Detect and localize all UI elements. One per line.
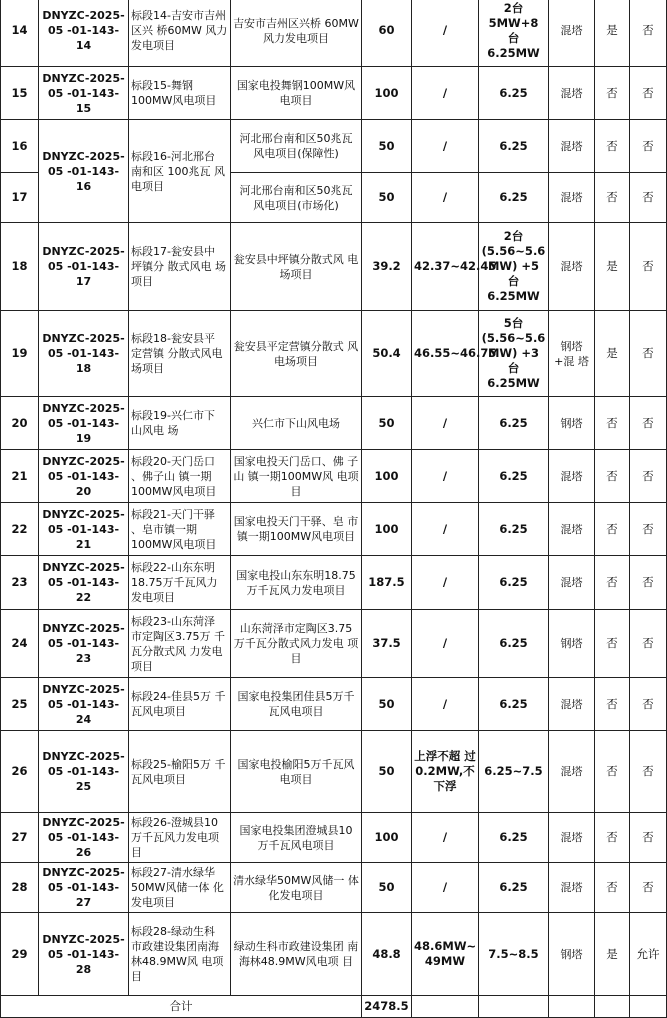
- capacity-cell: 37.5: [362, 610, 412, 678]
- bid-section-cell: 标段19-兴仁市下 山风电 场: [129, 397, 231, 450]
- flag-1-cell: 否: [595, 731, 630, 813]
- table-row: [1, 67, 667, 120]
- flag-1-cell: 否: [595, 173, 630, 223]
- row-number-cell: 18: [1, 223, 39, 311]
- capacity-range-cell: /: [412, 173, 479, 223]
- turbine-spec-cell: 6.25: [479, 503, 549, 556]
- bid-code-cell: DNYZC-2025-05 -01-143-28: [39, 913, 129, 996]
- row-number-cell: 27: [1, 813, 39, 863]
- flag-1-cell: 是: [595, 311, 630, 397]
- turbine-spec-cell: 6.25: [479, 813, 549, 863]
- flag-2-cell: 否: [630, 311, 667, 397]
- bid-section-cell: 标段21-天门干驿 、皂市镇一期 100MW风电项目: [129, 503, 231, 556]
- flag-2-cell: 否: [630, 450, 667, 503]
- tower-type-cell: 混塔: [549, 120, 595, 173]
- capacity-cell: 100: [362, 67, 412, 120]
- row-number-cell: 14: [1, 0, 39, 67]
- turbine-spec-cell: 6.25: [479, 556, 549, 610]
- flag-1-cell: 否: [595, 863, 630, 913]
- flag-2-cell: 否: [630, 223, 667, 311]
- bid-section-cell: 标段16-河北邢台 南和区 100兆瓦 风电项目: [129, 120, 231, 223]
- tower-type-cell: 钢塔: [549, 913, 595, 996]
- turbine-spec-cell: 7.5~8.5: [479, 913, 549, 996]
- capacity-range-cell: /: [412, 67, 479, 120]
- capacity-cell: 50: [362, 863, 412, 913]
- flag-2-cell: 否: [630, 67, 667, 120]
- row-number-cell: 15: [1, 67, 39, 120]
- flag-2-cell: 否: [630, 503, 667, 556]
- tower-type-cell: 混塔: [549, 556, 595, 610]
- bid-code-cell: DNYZC-2025-05 -01-143-21: [39, 503, 129, 556]
- turbine-spec-cell: 5台 (5.56~5.6 MW) +3 台 6.25MW: [479, 311, 549, 397]
- flag-2-cell: 否: [630, 120, 667, 173]
- bid-section-cell: 标段15-舞钢 100MW风电项目: [129, 67, 231, 120]
- row-number-cell: 22: [1, 503, 39, 556]
- capacity-cell: 48.8: [362, 913, 412, 996]
- project-name-cell: 绿动生科市政建设集团 南海林48.9MW风电项 目: [231, 913, 362, 996]
- flag-1-cell: 否: [595, 556, 630, 610]
- flag-1-cell: 否: [595, 397, 630, 450]
- turbine-spec-cell: 2台 5MW+8 台 6.25MW: [479, 0, 549, 67]
- flag-1-cell: 否: [595, 610, 630, 678]
- capacity-cell: 100: [362, 450, 412, 503]
- turbine-spec-cell: 6.25: [479, 397, 549, 450]
- table-row: [1, 223, 667, 311]
- table-row: [1, 863, 667, 913]
- capacity-cell: 50: [362, 120, 412, 173]
- flag-2-cell: 否: [630, 173, 667, 223]
- capacity-cell: 100: [362, 503, 412, 556]
- row-number-cell: 17: [1, 173, 39, 223]
- tower-type-cell: 钢塔: [549, 397, 595, 450]
- tower-type-cell: 混塔: [549, 173, 595, 223]
- empty-cell: [479, 996, 549, 1018]
- capacity-cell: 100: [362, 813, 412, 863]
- capacity-range-cell: /: [412, 813, 479, 863]
- bid-section-cell: 标段17-瓮安县中 坪镇分 散式风电 场项目: [129, 223, 231, 311]
- flag-2-cell: 否: [630, 0, 667, 67]
- project-name-cell: 瓮安县中坪镇分散式风 电场项目: [231, 223, 362, 311]
- bid-section-cell: 标段27-清水绿华 50MW风储一体 化发电项目: [129, 863, 231, 913]
- flag-2-cell: 否: [630, 678, 667, 731]
- flag-2-cell: 否: [630, 731, 667, 813]
- flag-1-cell: 否: [595, 67, 630, 120]
- flag-1-cell: 否: [595, 678, 630, 731]
- bid-code-cell: DNYZC-2025-05 -01-143-14: [39, 0, 129, 67]
- bid-section-cell: 标段14-吉安市吉州区兴 桥60MW 风力发电项目: [129, 0, 231, 67]
- turbine-spec-cell: 2台 (5.56~5.6 MW) +5 台 6.25MW: [479, 223, 549, 311]
- bid-code-cell: DNYZC-2025-05 -01-143-19: [39, 397, 129, 450]
- flag-2-cell: 否: [630, 556, 667, 610]
- tower-type-cell: 混塔: [549, 503, 595, 556]
- turbine-spec-cell: 6.25: [479, 863, 549, 913]
- table-row: [1, 311, 667, 397]
- capacity-range-cell: 42.37~42.45: [412, 223, 479, 311]
- project-name-cell: 兴仁市下山风电场: [231, 397, 362, 450]
- bid-section-cell: 标段26-澄城县10 万千瓦风力发电项 目: [129, 813, 231, 863]
- flag-1-cell: 否: [595, 813, 630, 863]
- turbine-spec-cell: 6.25: [479, 173, 549, 223]
- table-row: [1, 610, 667, 678]
- flag-1-cell: 是: [595, 913, 630, 996]
- bid-code-cell: DNYZC-2025-05 -01-143-23: [39, 610, 129, 678]
- total-label-cell: 合计: [1, 996, 362, 1018]
- row-number-cell: 29: [1, 913, 39, 996]
- flag-1-cell: 否: [595, 503, 630, 556]
- tower-type-cell: 混塔: [549, 863, 595, 913]
- capacity-cell: 187.5: [362, 556, 412, 610]
- project-name-cell: 国家电投天门岳口、佛 子山 镇一期100MW风 电项目: [231, 450, 362, 503]
- tower-type-cell: 混塔: [549, 731, 595, 813]
- flag-2-cell: 允许: [630, 913, 667, 996]
- project-name-cell: 国家电投舞钢100MW风 电项目: [231, 67, 362, 120]
- capacity-cell: 50: [362, 678, 412, 731]
- tower-type-cell: 钢塔: [549, 610, 595, 678]
- capacity-cell: 50: [362, 731, 412, 813]
- bid-code-cell: DNYZC-2025-05 -01-143-20: [39, 450, 129, 503]
- bid-section-cell: 标段25-榆阳5万 千瓦风电项目: [129, 731, 231, 813]
- flag-2-cell: 否: [630, 813, 667, 863]
- bid-code-cell: DNYZC-2025-05 -01-143-18: [39, 311, 129, 397]
- project-name-cell: 国家电投天门干驿、皂 市镇一期100MW风电项目: [231, 503, 362, 556]
- bid-code-cell: DNYZC-2025-05 -01-143-15: [39, 67, 129, 120]
- bid-code-cell: DNYZC-2025-05 -01-143-24: [39, 678, 129, 731]
- row-number-cell: 24: [1, 610, 39, 678]
- bid-code-cell: DNYZC-2025-05 -01-143-16: [39, 120, 129, 223]
- tower-type-cell: 混塔: [549, 678, 595, 731]
- capacity-cell: 60: [362, 0, 412, 67]
- project-name-cell: 清水绿华50MW风储一 体化发电项目: [231, 863, 362, 913]
- table-row: [1, 813, 667, 863]
- flag-1-cell: 是: [595, 223, 630, 311]
- table-row: [1, 503, 667, 556]
- project-name-cell: 山东菏泽市定陶区3.75 万千瓦分散式风力发电 项目: [231, 610, 362, 678]
- row-number-cell: 26: [1, 731, 39, 813]
- capacity-range-cell: /: [412, 863, 479, 913]
- empty-cell: [595, 996, 630, 1018]
- table-row: [1, 450, 667, 503]
- project-name-cell: 国家电投山东东明18.75 万千瓦风力发电项目: [231, 556, 362, 610]
- tower-type-cell: 混塔: [549, 450, 595, 503]
- capacity-cell: 50.4: [362, 311, 412, 397]
- flag-2-cell: 否: [630, 610, 667, 678]
- capacity-cell: 50: [362, 397, 412, 450]
- table-row: [1, 120, 667, 173]
- capacity-range-cell: /: [412, 0, 479, 67]
- turbine-spec-cell: 6.25: [479, 678, 549, 731]
- capacity-range-cell: /: [412, 556, 479, 610]
- turbine-spec-cell: 6.25: [479, 610, 549, 678]
- row-number-cell: 21: [1, 450, 39, 503]
- bid-section-cell: 标段20-天门岳口 、佛子山 镇一期 100MW风电项目: [129, 450, 231, 503]
- total-row: [1, 996, 667, 1018]
- flag-1-cell: 否: [595, 450, 630, 503]
- project-name-cell: 河北邢台南和区50兆瓦 风电项目(保障性): [231, 120, 362, 173]
- tower-type-cell: 钢塔+混 塔: [549, 311, 595, 397]
- flag-1-cell: 否: [595, 120, 630, 173]
- empty-cell: [412, 996, 479, 1018]
- row-number-cell: 23: [1, 556, 39, 610]
- table-row: [1, 556, 667, 610]
- project-name-cell: 国家电投集团佳县5万千 瓦风电项目: [231, 678, 362, 731]
- project-name-cell: 吉安市吉州区兴桥 60MW 风力发电项目: [231, 0, 362, 67]
- bid-code-cell: DNYZC-2025-05 -01-143-27: [39, 863, 129, 913]
- bid-code-cell: DNYZC-2025-05 -01-143-25: [39, 731, 129, 813]
- turbine-spec-cell: 6.25~7.5: [479, 731, 549, 813]
- table-row: [1, 731, 667, 813]
- capacity-range-cell: /: [412, 120, 479, 173]
- project-name-cell: 国家电投集团澄城县10 万千瓦风电项目: [231, 813, 362, 863]
- total-value-cell: 2478.5: [362, 996, 412, 1018]
- tower-type-cell: 混塔: [549, 223, 595, 311]
- flag-2-cell: 否: [630, 863, 667, 913]
- turbine-spec-cell: 6.25: [479, 450, 549, 503]
- tower-type-cell: 混塔: [549, 0, 595, 67]
- bid-section-cell: 标段23-山东菏泽 市定陶区3.75万 千瓦分散式风 力发电项目: [129, 610, 231, 678]
- empty-cell: [630, 996, 667, 1018]
- bid-section-cell: 标段18-瓮安县平 定营镇 分散式风电 场项目: [129, 311, 231, 397]
- capacity-range-cell: 上浮不超 过 0.2MW,不 下浮: [412, 731, 479, 813]
- turbine-spec-cell: 6.25: [479, 120, 549, 173]
- project-name-cell: 瓮安县平定营镇分散式 风电场项目: [231, 311, 362, 397]
- capacity-range-cell: /: [412, 678, 479, 731]
- flag-2-cell: 否: [630, 397, 667, 450]
- capacity-range-cell: /: [412, 397, 479, 450]
- turbine-spec-cell: 6.25: [479, 67, 549, 120]
- capacity-range-cell: /: [412, 450, 479, 503]
- row-number-cell: 20: [1, 397, 39, 450]
- bid-code-cell: DNYZC-2025-05 -01-143-17: [39, 223, 129, 311]
- tower-type-cell: 混塔: [549, 67, 595, 120]
- capacity-range-cell: 48.6MW~ 49MW: [412, 913, 479, 996]
- table-row: [1, 0, 667, 67]
- bid-code-cell: DNYZC-2025-05 -01-143-26: [39, 813, 129, 863]
- project-name-cell: 国家电投榆阳5万千瓦风 电项目: [231, 731, 362, 813]
- project-name-cell: 河北邢台南和区50兆瓦 风电项目(市场化): [231, 173, 362, 223]
- bid-section-cell: 标段28-绿动生科 市政建设集团南海 林48.9MW风 电项目: [129, 913, 231, 996]
- row-number-cell: 16: [1, 120, 39, 173]
- capacity-range-cell: /: [412, 503, 479, 556]
- capacity-cell: 50: [362, 173, 412, 223]
- row-number-cell: 28: [1, 863, 39, 913]
- bid-section-cell: 标段24-佳县5万 千瓦风电项目: [129, 678, 231, 731]
- capacity-range-cell: /: [412, 610, 479, 678]
- table-row: [1, 913, 667, 996]
- row-number-cell: 19: [1, 311, 39, 397]
- flag-1-cell: 是: [595, 0, 630, 67]
- tower-type-cell: 混塔: [549, 813, 595, 863]
- empty-cell: [549, 996, 595, 1018]
- capacity-cell: 39.2: [362, 223, 412, 311]
- bid-section-cell: 标段22-山东东明 18.75万千瓦风力 发电项目: [129, 556, 231, 610]
- table-row: [1, 397, 667, 450]
- table-row: [1, 678, 667, 731]
- bid-code-cell: DNYZC-2025-05 -01-143-22: [39, 556, 129, 610]
- capacity-range-cell: 46.55~46.75: [412, 311, 479, 397]
- row-number-cell: 25: [1, 678, 39, 731]
